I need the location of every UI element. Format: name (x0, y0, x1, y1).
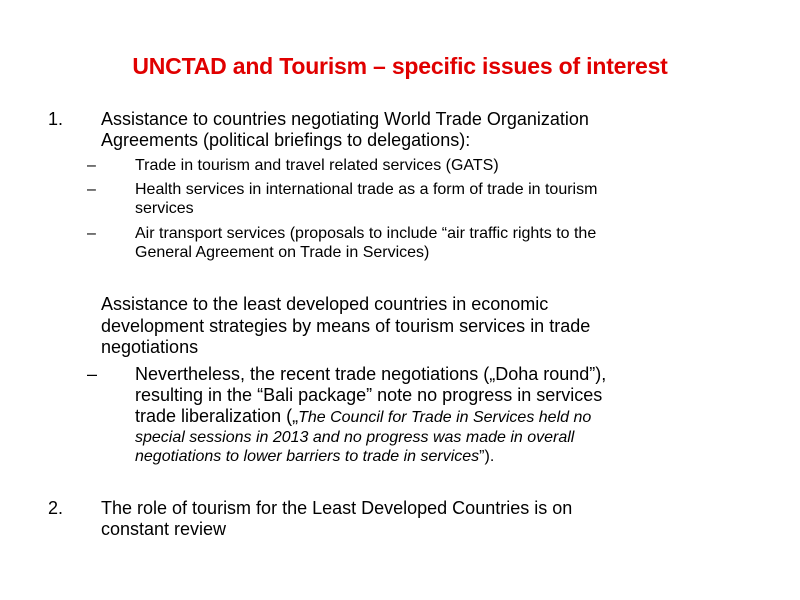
slide-title: UNCTAD and Tourism – specific issues of interest (132, 53, 668, 79)
item-1b-sub-line-5-italic: negotiations to lower barriers to trade in services (135, 448, 480, 465)
item-1b-sub-line-5 (135, 447, 494, 467)
item-2-line-1: The role of tourism for the Least Developed Countries is on (101, 498, 573, 518)
item-1b-sub-line-4: special sessions in 2013 and no progress was made in overall (135, 429, 575, 446)
subitem-2-dash: – (87, 181, 96, 198)
subitem-3-dash: – (87, 225, 96, 242)
item-2-number: 2. (48, 498, 64, 518)
subitem-3-line-1: Air transport services (proposals to include “air traffic rights to the (135, 225, 597, 242)
item-1b-sub-line-2: resulting in the “Bali package” note no progress in services (135, 385, 603, 405)
subitem-1-dash: – (87, 157, 96, 174)
item-1b-sub-line-5-end: ”). (479, 448, 495, 465)
item-1b-line-3: negotiations (101, 337, 199, 357)
item-1-number: 1. (48, 109, 64, 129)
item-1-line-1: Assistance to countries negotiating World Trade Organization (101, 109, 589, 129)
item-1b-sub-line-3-italic: The Council for Trade in Services held no (298, 409, 592, 426)
item-1b-sub-line-3-plain: trade liberalization („ (135, 406, 299, 426)
item-1b-sub-dash: – (87, 364, 98, 384)
item-1b-sub-line-3 (135, 406, 591, 428)
item-1b-line-2: development strategies by means of tourism services in trade (101, 316, 591, 336)
item-1b-sub-line-1: Nevertheless, the recent trade negotiations („Doha round”), (135, 364, 607, 384)
item-1b-line-1: Assistance to the least developed countries in economic (101, 294, 549, 314)
item-2-line-2: constant review (101, 519, 227, 539)
item-1-line-2: Agreements (political briefings to delegations): (101, 130, 471, 150)
subitem-2-line-2: services (135, 200, 194, 217)
subitem-3-line-2: General Agreement on Trade in Services) (135, 244, 430, 261)
subitem-1-line-1: Trade in tourism and travel related services (GATS) (135, 157, 499, 174)
subitem-2-line-1: Health services in international trade as a form of trade in tourism (135, 181, 598, 198)
